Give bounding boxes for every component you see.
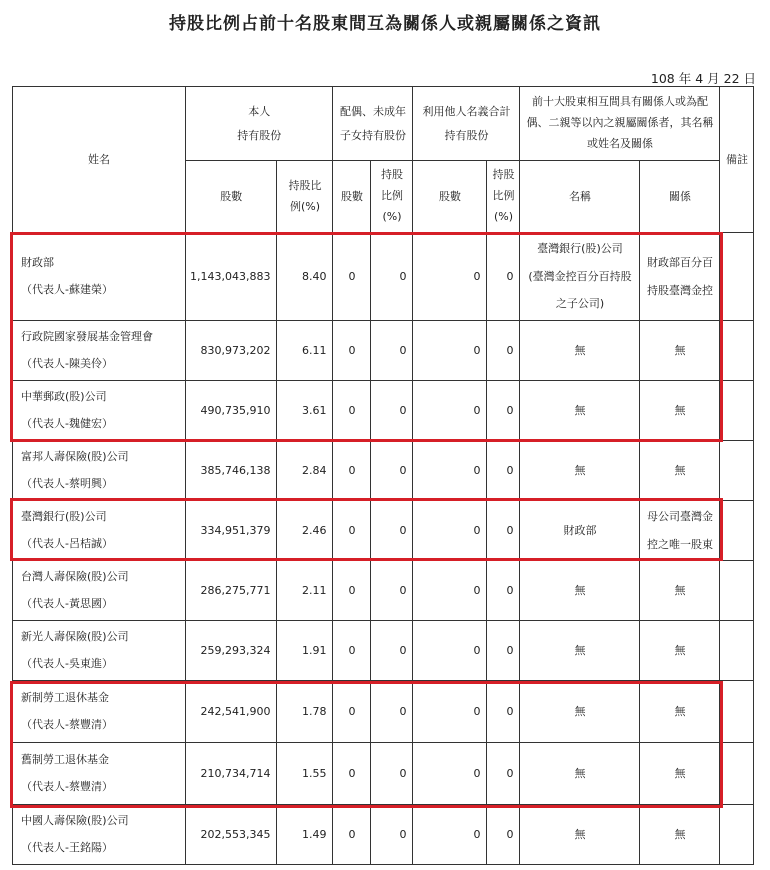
header-spouse: 配偶、未成年 子女持有股份 [333, 87, 413, 161]
others-shares-cell: 0 [413, 501, 487, 561]
ratio-cell: 1.55 [277, 743, 333, 805]
others-shares-cell: 0 [413, 233, 487, 321]
shares-cell: 830,973,202 [186, 321, 277, 381]
relation-cell: 無 [640, 805, 720, 865]
table-row [13, 321, 754, 381]
ratio-cell: 1.78 [277, 681, 333, 743]
table-row [13, 441, 754, 501]
spouse-shares-cell: 0 [333, 501, 371, 561]
shareholders-table [12, 86, 754, 865]
spouse-ratio-cell: 0 [371, 681, 413, 743]
table-row [13, 381, 754, 441]
header-self-ratio: 持股比 例(%) [277, 161, 333, 233]
spouse-shares-cell: 0 [333, 321, 371, 381]
relation-cell: 無 [640, 681, 720, 743]
remarks-cell [720, 743, 754, 805]
others-ratio-cell: 0 [487, 501, 520, 561]
remarks-cell [720, 561, 754, 621]
header-others-ratio: 持股 比例 (%) [487, 161, 520, 233]
spouse-ratio-cell: 0 [371, 561, 413, 621]
others-shares-cell: 0 [413, 441, 487, 501]
table-row [13, 233, 754, 321]
shareholder-name: 臺灣銀行(股)公司 （代表人-呂桔誠） [13, 501, 186, 561]
remarks-cell [720, 233, 754, 321]
header-name: 姓名 [13, 87, 186, 233]
others-ratio-cell: 0 [487, 743, 520, 805]
spouse-ratio-cell: 0 [371, 321, 413, 381]
others-ratio-cell: 0 [487, 441, 520, 501]
header-spouse-shares: 股數 [333, 161, 371, 233]
shareholder-name: 財政部 （代表人-蘇建榮） [13, 233, 186, 321]
header-related-relation: 關係 [640, 161, 720, 233]
table-row [13, 621, 754, 681]
ratio-cell: 3.61 [277, 381, 333, 441]
remarks-cell [720, 501, 754, 561]
ratio-cell: 6.11 [277, 321, 333, 381]
related-name-cell: 無 [520, 561, 640, 621]
others-ratio-cell: 0 [487, 321, 520, 381]
ratio-cell: 2.84 [277, 441, 333, 501]
ratio-cell: 1.91 [277, 621, 333, 681]
table-row [13, 681, 754, 743]
report-date: 108 年 4 月 22 日 [650, 71, 756, 86]
related-name-cell: 無 [520, 381, 640, 441]
others-ratio-cell: 0 [487, 561, 520, 621]
header-spouse-ratio: 持股 比例 (%) [371, 161, 413, 233]
relation-cell: 財政部百分百 持股臺灣金控 [640, 233, 720, 321]
spouse-ratio-cell: 0 [371, 805, 413, 865]
shares-cell: 334,951,379 [186, 501, 277, 561]
related-name-cell: 無 [520, 321, 640, 381]
shares-cell: 385,746,138 [186, 441, 277, 501]
spouse-shares-cell: 0 [333, 621, 371, 681]
others-ratio-cell: 0 [487, 381, 520, 441]
table-row [13, 805, 754, 865]
spouse-shares-cell: 0 [333, 743, 371, 805]
spouse-ratio-cell: 0 [371, 233, 413, 321]
shareholder-name: 新光人壽保險(股)公司 （代表人-吳東進） [13, 621, 186, 681]
spouse-shares-cell: 0 [333, 441, 371, 501]
others-shares-cell: 0 [413, 561, 487, 621]
spouse-ratio-cell: 0 [371, 381, 413, 441]
relation-cell: 無 [640, 743, 720, 805]
table-row [13, 501, 754, 561]
header-others-shares: 股數 [413, 161, 487, 233]
remarks-cell [720, 805, 754, 865]
page-title: 持股比例占前十名股東間互為關係人或親屬關係之資訊 [169, 14, 601, 34]
ratio-cell: 2.11 [277, 561, 333, 621]
others-shares-cell: 0 [413, 321, 487, 381]
spouse-shares-cell: 0 [333, 381, 371, 441]
relation-cell: 無 [640, 621, 720, 681]
ratio-cell: 2.46 [277, 501, 333, 561]
shareholder-name: 富邦人壽保險(股)公司 （代表人-蔡明興） [13, 441, 186, 501]
spouse-shares-cell: 0 [333, 681, 371, 743]
others-shares-cell: 0 [413, 805, 487, 865]
related-name-cell: 財政部 [520, 501, 640, 561]
shareholder-name: 行政院國家發展基金管理會 （代表人-陳美伶） [13, 321, 186, 381]
header-remarks: 備註 [720, 87, 754, 233]
table-row [13, 743, 754, 805]
spouse-shares-cell: 0 [333, 805, 371, 865]
spouse-ratio-cell: 0 [371, 501, 413, 561]
relation-cell: 無 [640, 321, 720, 381]
others-ratio-cell: 0 [487, 621, 520, 681]
others-ratio-cell: 0 [487, 681, 520, 743]
spouse-shares-cell: 0 [333, 233, 371, 321]
remarks-cell [720, 321, 754, 381]
shares-cell: 1,143,043,883 [186, 233, 277, 321]
table-row [13, 561, 754, 621]
related-name-cell: 無 [520, 441, 640, 501]
shares-cell: 210,734,714 [186, 743, 277, 805]
related-name-cell: 無 [520, 743, 640, 805]
relation-cell: 無 [640, 441, 720, 501]
spouse-ratio-cell: 0 [371, 621, 413, 681]
header-self-shares: 股數 [186, 161, 277, 233]
related-name-cell: 無 [520, 681, 640, 743]
ratio-cell: 8.40 [277, 233, 333, 321]
related-name-cell: 無 [520, 621, 640, 681]
others-ratio-cell: 0 [487, 233, 520, 321]
relation-cell: 無 [640, 381, 720, 441]
header-others: 利用他人名義合計 持有股份 [413, 87, 520, 161]
relation-cell: 無 [640, 561, 720, 621]
related-name-cell: 無 [520, 805, 640, 865]
remarks-cell [720, 441, 754, 501]
header-related-name: 名稱 [520, 161, 640, 233]
spouse-ratio-cell: 0 [371, 441, 413, 501]
remarks-cell [720, 621, 754, 681]
relation-cell: 母公司臺灣金 控之唯一股東 [640, 501, 720, 561]
others-shares-cell: 0 [413, 681, 487, 743]
remarks-cell [720, 381, 754, 441]
shares-cell: 242,541,900 [186, 681, 277, 743]
header-related: 前十大股東相互間具有關係人或為配 偶、二親等以內之親屬關係者，其名稱 或姓名及關係 [520, 87, 720, 161]
others-shares-cell: 0 [413, 621, 487, 681]
related-name-cell: 臺灣銀行(股)公司 (臺灣金控百分百持股 之子公司) [520, 233, 640, 321]
shareholder-name: 舊制勞工退休基金 （代表人-蔡豐清） [13, 743, 186, 805]
shares-cell: 286,275,771 [186, 561, 277, 621]
shareholder-name: 新制勞工退休基金 （代表人-蔡豐清） [13, 681, 186, 743]
spouse-ratio-cell: 0 [371, 743, 413, 805]
shares-cell: 259,293,324 [186, 621, 277, 681]
remarks-cell [720, 681, 754, 743]
shareholder-name: 台灣人壽保險(股)公司 （代表人-黃思國） [13, 561, 186, 621]
others-shares-cell: 0 [413, 381, 487, 441]
others-shares-cell: 0 [413, 743, 487, 805]
shares-cell: 202,553,345 [186, 805, 277, 865]
ratio-cell: 1.49 [277, 805, 333, 865]
shares-cell: 490,735,910 [186, 381, 277, 441]
others-ratio-cell: 0 [487, 805, 520, 865]
shareholder-name: 中國人壽保險(股)公司 （代表人-王銘陽） [13, 805, 186, 865]
header-self: 本人 持有股份 [186, 87, 333, 161]
shareholder-name: 中華郵政(股)公司 （代表人-魏健宏） [13, 381, 186, 441]
spouse-shares-cell: 0 [333, 561, 371, 621]
